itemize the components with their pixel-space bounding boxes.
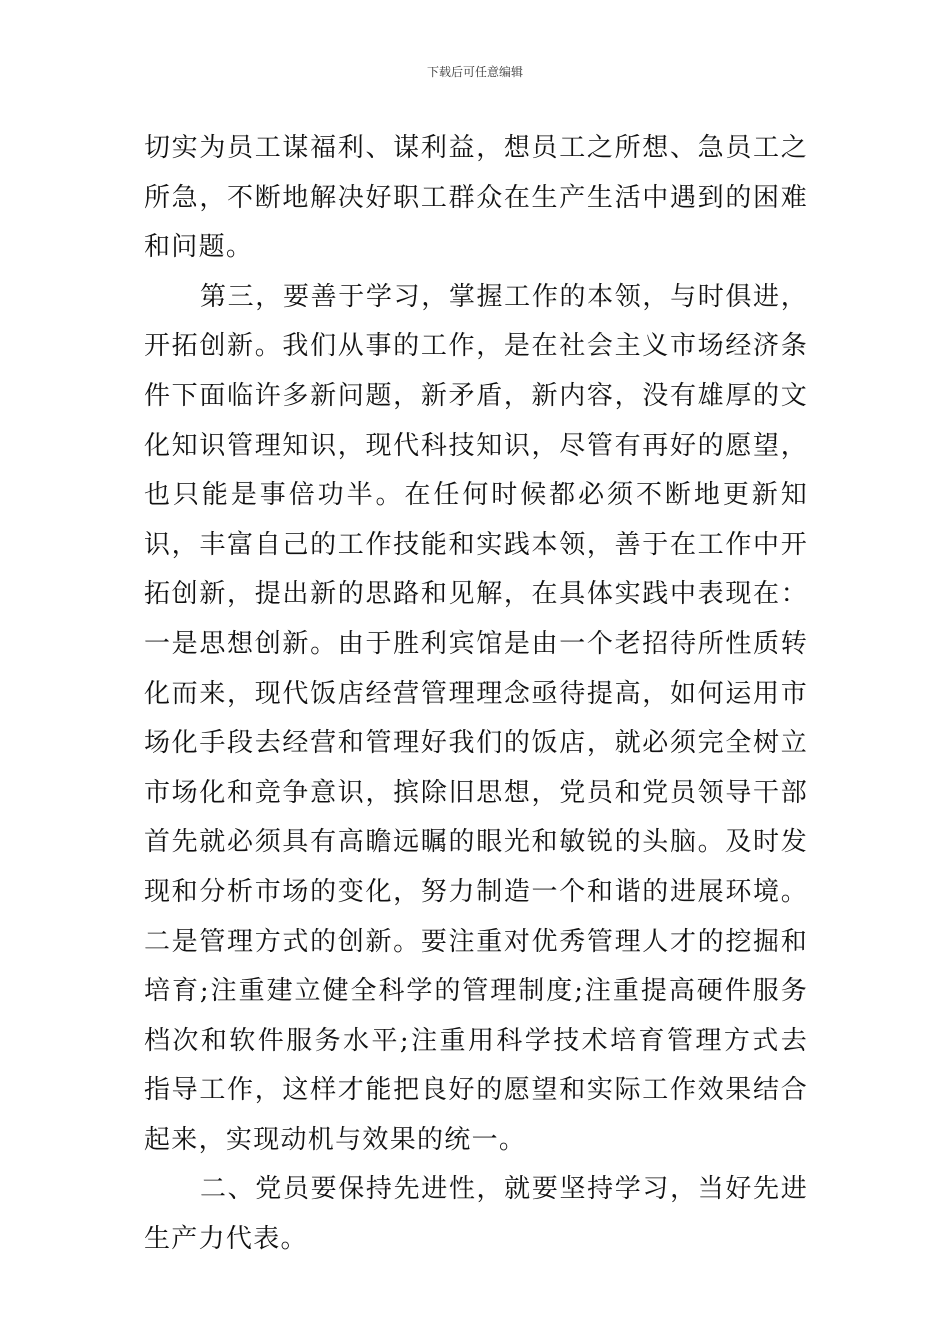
paragraph-third-point: 第三，要善于学习，掌握工作的本领，与时俱进，开拓创新。我们从事的工作，是在社会主义市场经济条件下面临许多新问题，新矛盾，新内容，没有雄厚的文化知识管理知识，现代科技知识，尽管有再好的愿望，也只能是事倍功半。在任何时候都必须不断地更新知识，丰富自己的工作技能和实践本领，善于在工作中开拓创新，提出新的思路和见解，在具体实践中表现在：一是思想创新。由于胜利宾馆是由一个老招待所性质转化而来，现代饭店经营管理理念亟待提高，如何运用市场化手段去经营和管理好我们的饭店，就必须完全树立市场化和竞争意识，摈除旧思想，党员和党员领导干部首先就必须具有高瞻远瞩的眼光和敏锐的头脑。及时发现和分析市场的变化，努力制造一个和谐的进展环境。二是管理方式的创新。要注重对优秀管理人才的挖掘和培育;注重建立健全科学的管理制度;注重提高硬件服务档次和软件服务水平;注重用科学技术培育管理方式去指导工作，这样才能把良好的愿望和实际工作效果结合起来，实现动机与效果的统一。 xyxy=(144,281,808,1155)
paragraph-continuation: 切实为员工谋福利、谋利益，想员工之所想、急员工之所急，不断地解决好职工群众在生产生活中遇到的困难和问题。 xyxy=(144,133,808,263)
paragraph-section-two-heading: 二、党员要保持先进性，就要坚持学习，当好先进生产力代表。 xyxy=(144,1174,808,1255)
document-body xyxy=(144,124,808,1265)
page-header: 下载后可任意编辑 xyxy=(426,65,523,79)
